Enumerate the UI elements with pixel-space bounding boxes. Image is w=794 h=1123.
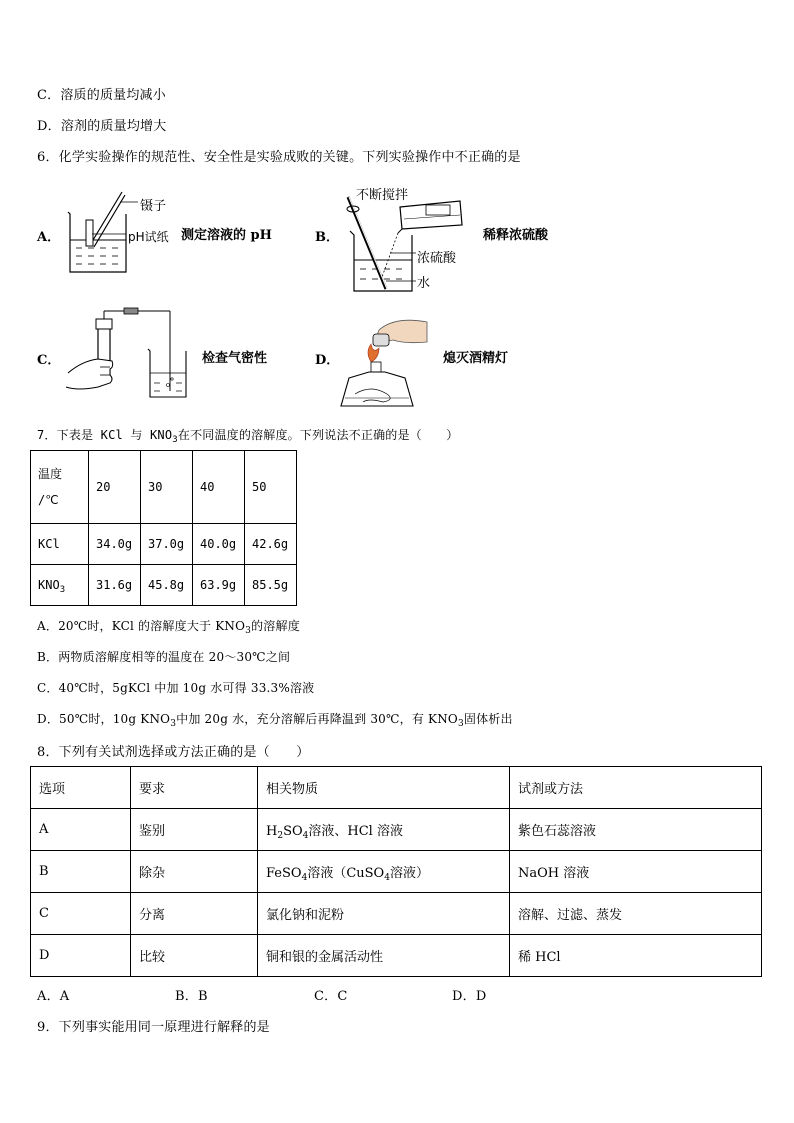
kno3-value: 63.9g	[193, 565, 245, 606]
substance-cell: 氯化钠和泥粉	[258, 893, 510, 935]
temp-cell: 30	[141, 451, 193, 524]
substance-cell: FeSO$_4$溶液（CuSO$_4$溶液）	[258, 851, 510, 893]
temp-cell: 40	[193, 451, 245, 524]
method-cell: NaOH 溶液	[510, 851, 762, 893]
header-cell: 相关物质	[258, 767, 510, 809]
header-cell: 试剂或方法	[510, 767, 762, 809]
table-row	[31, 565, 297, 606]
q6-stem: 6．化学实验操作的规范性、安全性是实验成败的关键。下列实验操作中不正确的是	[37, 150, 521, 165]
q5-option-c: C．溶质的质量均减小	[37, 88, 166, 103]
tweezers-label: 镊子	[140, 199, 167, 214]
solubility-table	[30, 450, 297, 606]
airtightness-figure	[62, 305, 192, 400]
temp-header: 温度 /℃	[31, 451, 89, 524]
option-cell: C	[31, 893, 131, 935]
reagent-table	[30, 766, 762, 977]
table-row	[31, 767, 762, 809]
temp-cell: 50	[245, 451, 297, 524]
q8-stem: 8．下列有关试剂选择或方法正确的是（ ）	[37, 745, 310, 760]
stir-label: 不断搅拌	[356, 188, 409, 203]
q7-option-d: D．50℃时，10g $KNO_3$中加 20g 水，充分溶解后再降温到 30℃，有 $KNO_3$固体析出	[37, 712, 513, 729]
alcohol-lamp-figure	[335, 308, 435, 418]
kno3-value: 45.8g	[141, 565, 193, 606]
q7-option-b: B．两物质溶解度相等的温度在 20～30℃之间	[37, 650, 291, 664]
header-cell: 选项	[31, 767, 131, 809]
temp-cell: 20	[89, 451, 141, 524]
q8-choice-c: C．C	[314, 989, 348, 1004]
q6-option-a-caption: 测定溶液的 pH	[181, 228, 272, 243]
kcl-label: KCl	[31, 524, 89, 565]
kcl-value: 37.0g	[141, 524, 193, 565]
q6-option-d-caption: 熄灭酒精灯	[443, 351, 509, 366]
conc-acid-label: 浓硫酸	[417, 251, 457, 266]
q6-option-c-caption: 检查气密性	[202, 351, 268, 366]
water-label: 水	[417, 276, 431, 291]
kno3-value: 85.5g	[245, 565, 297, 606]
option-cell: D	[31, 935, 131, 977]
kcl-value: 34.0g	[89, 524, 141, 565]
method-cell: 紫色石蕊溶液	[510, 809, 762, 851]
q8-choice-b: B．B	[175, 989, 208, 1004]
requirement-cell: 鉴别	[131, 809, 258, 851]
q6-option-d-label: D．	[315, 353, 340, 368]
q9-stem: 9．下列事实能用同一原理进行解释的是	[37, 1020, 270, 1035]
q6-option-b-label: B．	[315, 230, 339, 245]
substance-cell: $H_2SO_4$溶液、HCl 溶液	[258, 809, 510, 851]
q5-option-d: D．溶剂的质量均增大	[37, 119, 167, 134]
method-cell: 稀 HCl	[510, 935, 762, 977]
q8-choice-d: D．D	[452, 989, 487, 1004]
table-row	[31, 809, 762, 851]
requirement-cell: 比较	[131, 935, 258, 977]
kno3-value: 31.6g	[89, 565, 141, 606]
table-row	[31, 851, 762, 893]
ph-paper-label: pH试纸	[128, 230, 169, 244]
table-row	[31, 893, 762, 935]
q7-option-a: A．20℃时，KCl 的溶解度大于 $KNO_3$的溶解度	[37, 619, 300, 636]
kcl-value: 42.6g	[245, 524, 297, 565]
requirement-cell: 分离	[131, 893, 258, 935]
q8-choice-a: A．A	[37, 989, 70, 1004]
table-row	[31, 524, 297, 565]
q7-stem: 7．下表是 KCl 与 $KNO_3$在不同温度的溶解度。下列说法不正确的是（ ）	[37, 428, 459, 445]
option-cell: A	[31, 809, 131, 851]
kno3-label: $KNO_3$	[31, 565, 89, 606]
kcl-value: 40.0g	[193, 524, 245, 565]
method-cell: 溶解、过滤、蒸发	[510, 893, 762, 935]
q6-option-b-caption: 稀释浓硫酸	[483, 228, 549, 243]
requirement-cell: 除杂	[131, 851, 258, 893]
substance-cell: 铜和银的金属活动性	[258, 935, 510, 977]
q6-option-a-label: A．	[37, 230, 61, 245]
q7-option-c: C．40℃时，5gKCl 中加 10g 水可得 33.3%溶液	[37, 681, 315, 695]
q6-option-c-label: C．	[37, 353, 61, 368]
table-row	[31, 935, 762, 977]
option-cell: B	[31, 851, 131, 893]
table-row	[31, 451, 297, 524]
header-cell: 要求	[131, 767, 258, 809]
